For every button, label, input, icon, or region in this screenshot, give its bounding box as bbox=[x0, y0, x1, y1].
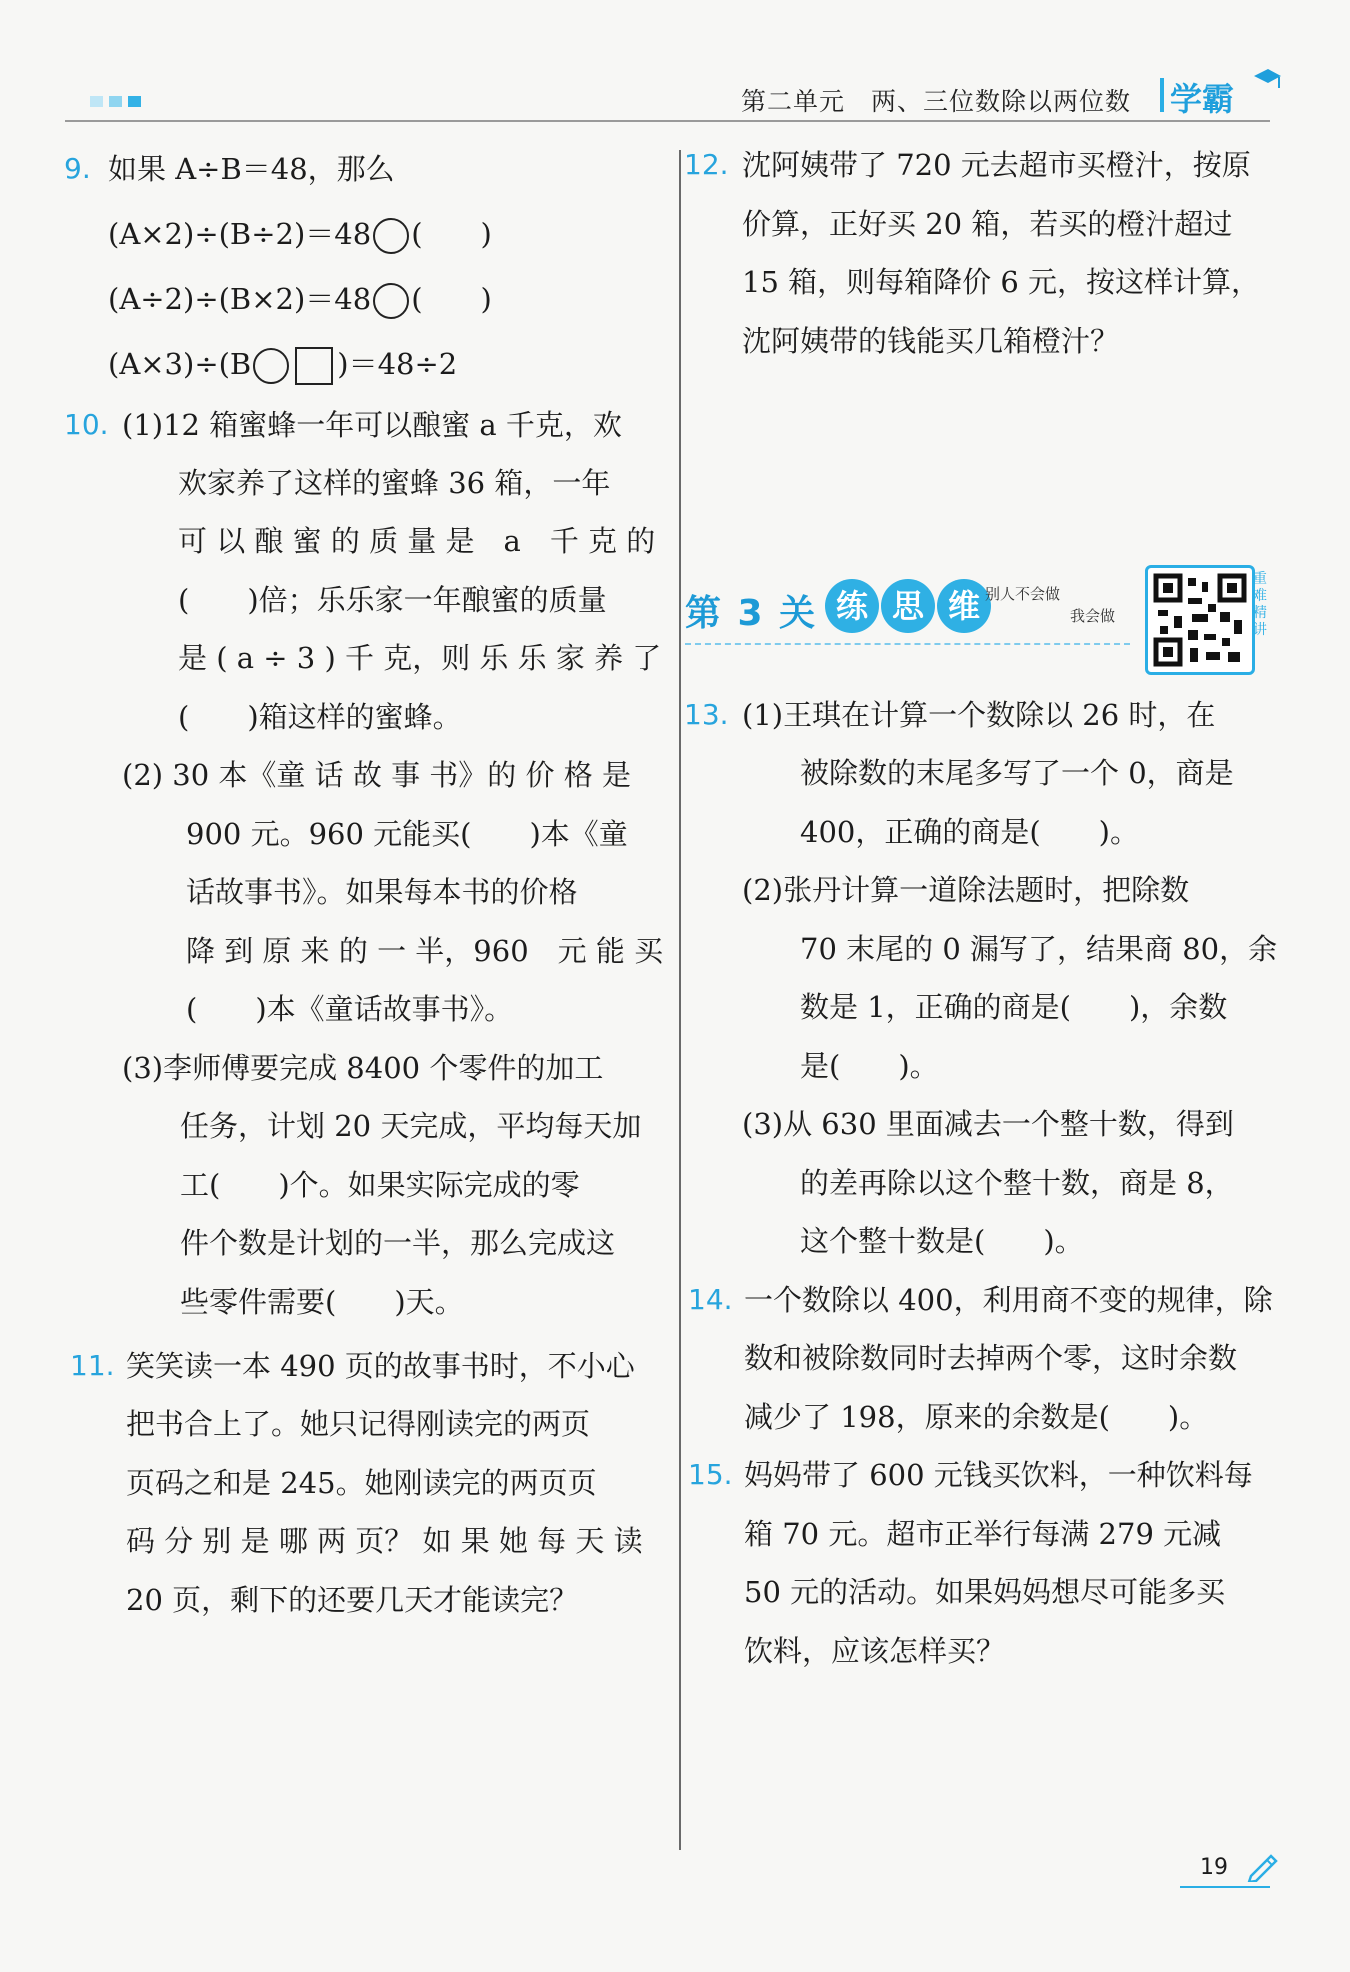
problem-number-13: 13. bbox=[684, 698, 729, 731]
answer-circle[interactable] bbox=[373, 218, 409, 254]
qr-side-label: 重难精讲 bbox=[1253, 571, 1267, 638]
problem-10-line: ( )本《童话故事书》。 bbox=[186, 992, 514, 1026]
problem-12-line: 沈阿姨带了 720 元去超市买橙汁，按原 bbox=[742, 148, 1251, 182]
answer-blank: ( ) bbox=[411, 282, 492, 316]
problem-11-line: 码 分 别 是 哪 两 页？ 如 果 她 每 天 读 bbox=[126, 1524, 643, 1558]
problem-10-line: 些零件需要( )天。 bbox=[180, 1285, 464, 1319]
problem-number-15: 15. bbox=[688, 1458, 733, 1491]
problem-15-line: 妈妈带了 600 元钱买饮料，一种饮料每 bbox=[744, 1458, 1253, 1492]
problem-10-line: (1)12 箱蜜蜂一年可以酿蜜 a 千克，欢 bbox=[122, 408, 622, 442]
problem-13-line: 被除数的末尾多写了一个 0，商是 bbox=[800, 756, 1234, 790]
problem-9-line-1: 如果 A÷B＝48，那么 bbox=[108, 152, 395, 186]
footer-rule bbox=[1180, 1886, 1270, 1888]
page-header bbox=[65, 72, 1265, 124]
problem-13-line: (2)张丹计算一道除法题时，把除数 bbox=[742, 873, 1190, 907]
section-banner bbox=[685, 565, 1275, 675]
problem-10-line: 件个数是计划的一半，那么完成这 bbox=[180, 1226, 616, 1260]
problem-13-line: 是( )。 bbox=[800, 1049, 939, 1083]
problem-number-12: 12. bbox=[684, 148, 729, 181]
problem-number-11: 11. bbox=[70, 1349, 115, 1382]
expr-4: (A×3)÷(B bbox=[108, 347, 252, 381]
problem-12-line: 沈阿姨带的钱能买几箱橙汁？ bbox=[742, 324, 1120, 358]
banner-pill: 练 bbox=[825, 579, 879, 633]
problem-10-line: 话故事书》。如果每本书的价格 bbox=[186, 875, 578, 909]
problem-13-line: 的差再除以这个整十数，商是 8， bbox=[800, 1166, 1234, 1200]
expr-3: (A÷2)÷(B×2)＝48 bbox=[108, 282, 372, 316]
problem-10-line: (2) 30 本《童 话 故 事 书》的 价 格 是 bbox=[122, 758, 631, 792]
problem-10-line: 工( )个。如果实际完成的零 bbox=[180, 1168, 580, 1202]
problem-11-line: 把书合上了。她只记得刚读完的两页 bbox=[126, 1407, 591, 1441]
problem-number-9: 9. bbox=[64, 152, 91, 185]
brand-divider bbox=[1160, 78, 1164, 112]
graduation-cap-icon bbox=[1252, 66, 1282, 94]
answer-circle[interactable] bbox=[373, 283, 409, 319]
banner-pill: 思 bbox=[881, 579, 935, 633]
banner-pill: 维 bbox=[937, 579, 991, 633]
problem-12-line: 15 箱，则每箱降价 6 元，按这样计算， bbox=[742, 265, 1261, 299]
brand-logo: 学霸 bbox=[1170, 80, 1235, 118]
level-title: 第 3 关 bbox=[685, 593, 818, 634]
banner-tag: 别人不会做 bbox=[985, 585, 1061, 603]
problem-14-line: 一个数除以 400，利用商不变的规律，除 bbox=[744, 1283, 1273, 1317]
problem-13-line: 这个整十数是( )。 bbox=[800, 1224, 1084, 1258]
problem-14-line: 数和被除数同时去掉两个零，这时余数 bbox=[744, 1341, 1238, 1375]
problem-15-line: 50 元的活动。如果妈妈想尽可能多买 bbox=[744, 1575, 1226, 1609]
problem-13-line: 400，正确的商是( )。 bbox=[800, 815, 1139, 849]
banner-dotted-line bbox=[685, 643, 1130, 645]
problem-13-line: (3)从 630 里面减去一个整十数，得到 bbox=[742, 1107, 1234, 1141]
problem-15-line: 箱 70 元。超市正举行每满 279 元减 bbox=[744, 1517, 1222, 1551]
problem-10-line: (3)李师傅要完成 8400 个零件的加工 bbox=[122, 1051, 604, 1085]
pencil-icon bbox=[1245, 1852, 1279, 1882]
problem-10-line: ( )倍；乐乐家一年酿蜜的质量 bbox=[178, 583, 607, 617]
answer-box[interactable] bbox=[295, 347, 333, 385]
problem-number-14: 14. bbox=[688, 1283, 733, 1316]
header-decoration bbox=[90, 96, 141, 107]
problem-15-line: 饮料，应该怎样买？ bbox=[744, 1634, 1006, 1668]
problem-10-line: 降 到 原 来 的 一 半，960 元 能 买 bbox=[186, 934, 664, 968]
banner-tag: 我会做 bbox=[1070, 607, 1116, 625]
answer-circle[interactable] bbox=[253, 348, 289, 384]
problem-11-line: 笑笑读一本 490 页的故事书时，不小心 bbox=[126, 1349, 635, 1383]
problem-10-line: 可 以 酿 蜜 的 质 量 是 a 千 克 的 bbox=[178, 524, 656, 558]
expr-2: (A×2)÷(B÷2)＝48 bbox=[108, 217, 372, 251]
problem-number-10: 10. bbox=[64, 408, 109, 441]
problem-10-line: 是 ( a ÷ 3 ) 千 克，则 乐 乐 家 养 了 bbox=[178, 641, 662, 675]
problem-13-line: 70 末尾的 0 漏写了，结果商 80，余 bbox=[800, 932, 1278, 966]
problem-10-line: 900 元。960 元能买( )本《童 bbox=[186, 817, 628, 851]
problem-11-line: 页码之和是 245。她刚读完的两页页 bbox=[126, 1466, 597, 1500]
problem-10-line: 欢家养了这样的蜜蜂 36 箱，一年 bbox=[178, 466, 611, 500]
problem-10-line: ( )箱这样的蜜蜂。 bbox=[178, 700, 462, 734]
answer-blank: ( ) bbox=[411, 217, 492, 251]
header-rule bbox=[65, 120, 1270, 122]
column-divider bbox=[679, 150, 681, 1850]
problem-11-line: 20 页，剩下的还要几天才能读完？ bbox=[126, 1583, 579, 1617]
problem-9-line-4 bbox=[108, 346, 457, 385]
problem-13-line: (1)王琪在计算一个数除以 26 时，在 bbox=[742, 698, 1216, 732]
problem-10-line: 任务，计划 20 天完成，平均每天加 bbox=[180, 1109, 642, 1143]
problem-9-line-2 bbox=[108, 216, 492, 254]
problem-9-line-3 bbox=[108, 281, 492, 319]
qr-code-icon[interactable] bbox=[1145, 565, 1255, 675]
problem-14-line: 减少了 198，原来的余数是( )。 bbox=[744, 1400, 1209, 1434]
page-number: 19 bbox=[1200, 1855, 1228, 1880]
problem-12-line: 价算，正好买 20 箱，若买的橙汁超过 bbox=[742, 207, 1233, 241]
problem-13-line: 数是 1，正确的商是( )，余数 bbox=[800, 990, 1228, 1024]
unit-title: 第二单元 两、三位数除以两位数 bbox=[741, 87, 1132, 116]
expr-4-end: )＝48÷2 bbox=[337, 347, 458, 381]
